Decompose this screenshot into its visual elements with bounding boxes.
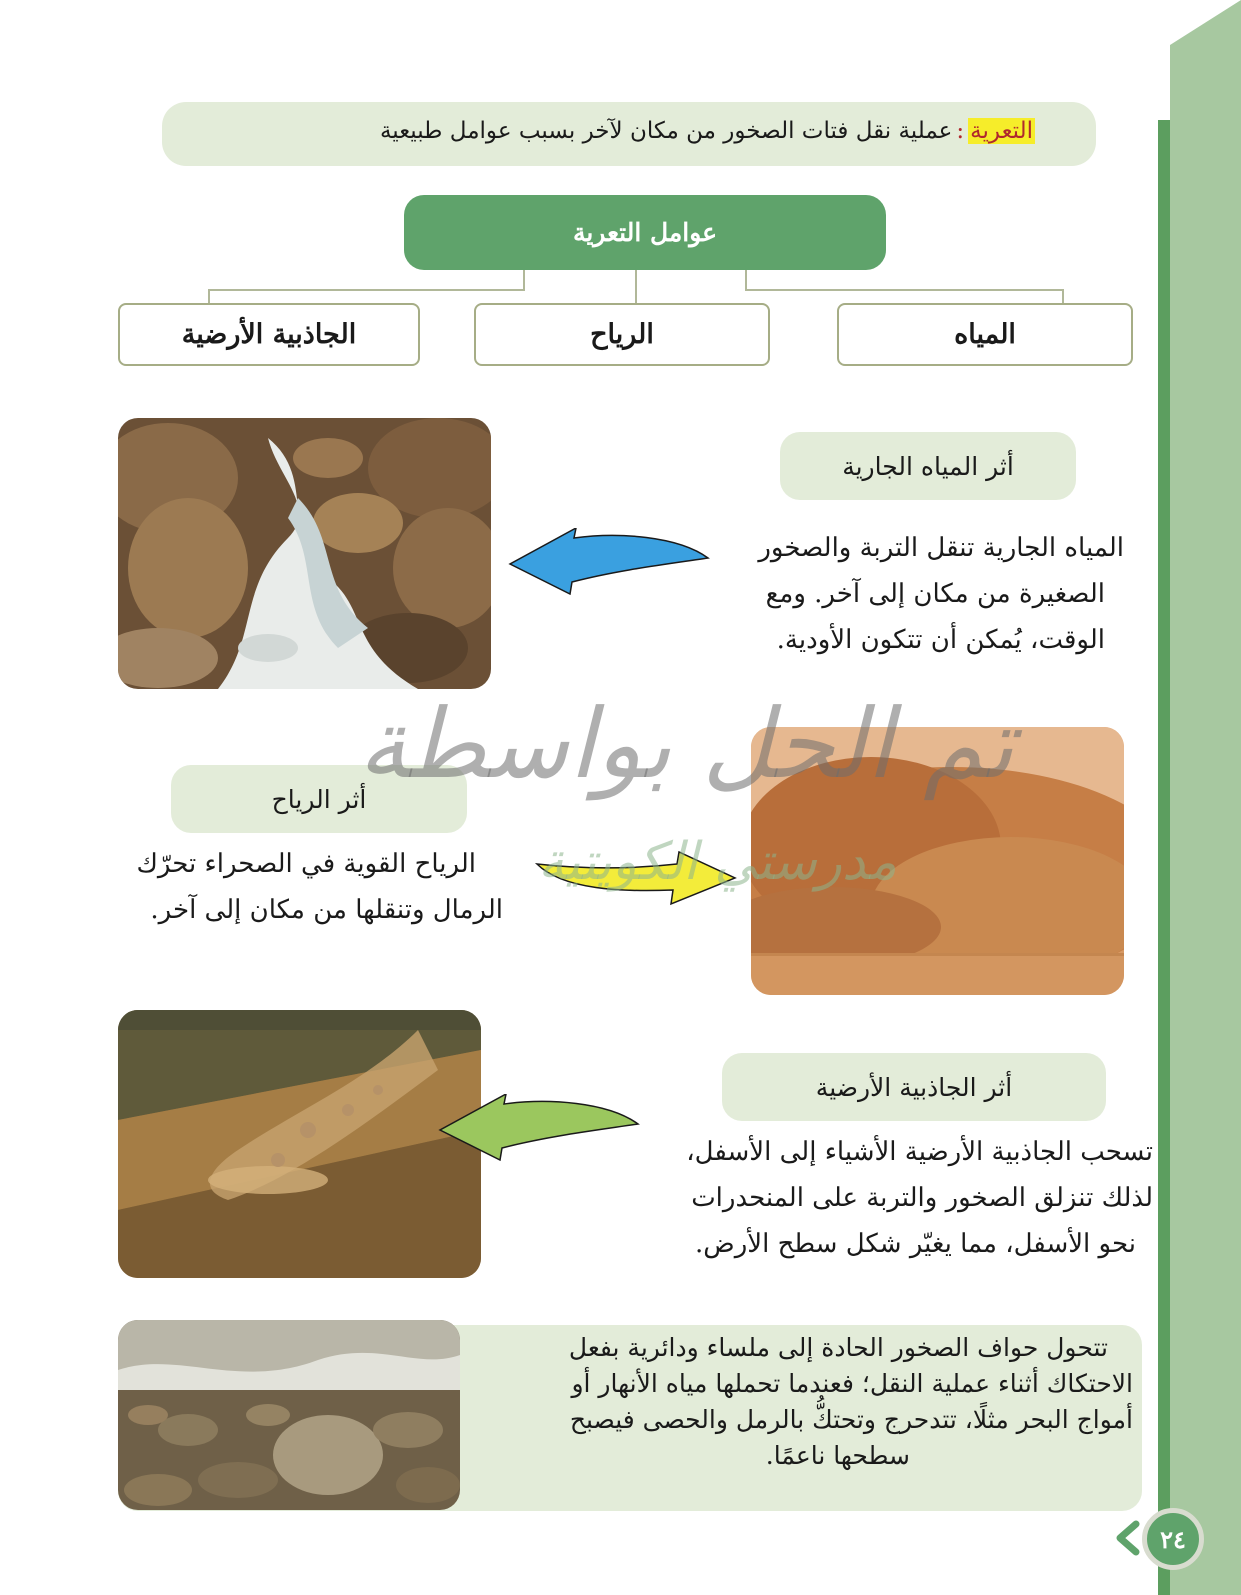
note-line-3: أمواج البحر مثلًا، تتدحرج وتحتكُّ بالرمل والحصى فيصبح <box>569 1405 1133 1434</box>
side-strip <box>1158 120 1170 1595</box>
water-line-3: الوقت، يُمكن أن تتكون الأودية. <box>776 625 1105 655</box>
factor-wind: الرياح <box>474 303 770 366</box>
note-line-4: سطحها ناعمًا. <box>765 1441 910 1470</box>
definition <box>180 116 1035 146</box>
chevron-left-icon <box>1112 1518 1142 1558</box>
gravity-line-2: لذلك تنزلق الصخور والتربة على المنحدرات <box>691 1183 1153 1213</box>
water-line-2: الصغيرة من مكان إلى آخر. ومع <box>765 579 1105 609</box>
definition-term: التعرية <box>970 118 1033 144</box>
wind-line-1: الرياح القوية في الصحراء تحرّك <box>136 849 476 879</box>
connector <box>523 270 525 290</box>
note-line-2: الاحتكاك أثناء عملية النقل؛ فعندما تحملها مياه الأنهار أو <box>571 1369 1133 1398</box>
connector <box>208 289 525 291</box>
watermark-line-2: مدرستي الكويتية <box>538 832 897 892</box>
wind-title: أثر الرياح <box>171 765 467 833</box>
landslide-photo <box>118 1010 481 1278</box>
definition-text: عملية نقل فتات الصخور من مكان لآخر بسبب عوامل طبيعية <box>379 118 953 144</box>
water-title: أثر المياه الجارية <box>780 432 1076 500</box>
connector <box>635 270 637 303</box>
pebbles-photo <box>118 1320 460 1510</box>
side-band <box>1170 0 1241 1595</box>
gravity-title: أثر الجاذبية الأرضية <box>722 1053 1106 1121</box>
water-line-1: المياه الجارية تنقل التربة والصخور <box>758 533 1124 563</box>
factors-title: عوامل التعرية <box>404 195 886 270</box>
watermark-line-1: تم الحل بواسطة <box>358 688 1014 800</box>
connector <box>208 289 210 303</box>
factor-water: المياه <box>837 303 1133 366</box>
arrow-blue <box>508 528 714 598</box>
factor-gravity: الجاذبية الأرضية <box>118 303 420 366</box>
gravity-line-1: تسحب الجاذبية الأرضية الأشياء إلى الأسفل، <box>686 1137 1153 1167</box>
wind-line-2: الرمال وتنقلها من مكان إلى آخر. <box>150 895 503 925</box>
side-corner <box>1170 0 1241 45</box>
definition-colon: : <box>956 118 965 144</box>
connector <box>745 289 1063 291</box>
connector <box>1062 289 1064 303</box>
page-number: ٢٤ <box>1160 1524 1186 1554</box>
note-line-1: تتحول حواف الصخور الحادة إلى ملساء ودائرية بفعل <box>568 1333 1108 1362</box>
connector <box>745 270 747 290</box>
gravity-line-3: نحو الأسفل، مما يغيّر شكل سطح الأرض. <box>695 1229 1136 1259</box>
stream-photo <box>118 418 491 689</box>
